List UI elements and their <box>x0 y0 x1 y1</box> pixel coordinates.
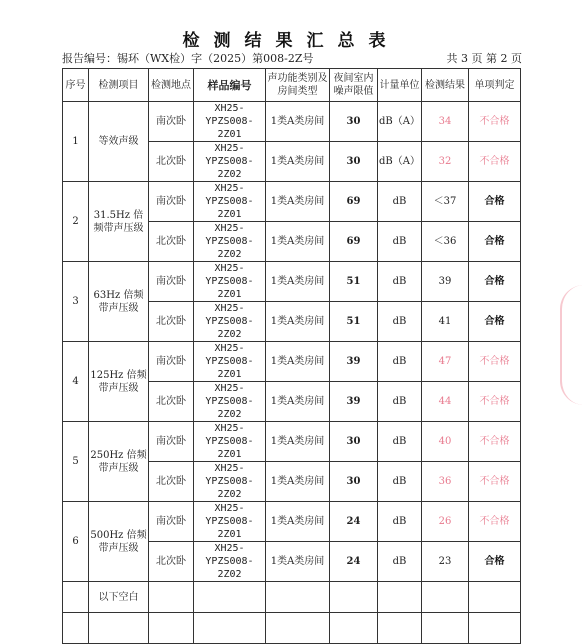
col-header-result: 检测结果 <box>422 69 469 102</box>
row-number: 2 <box>63 182 89 262</box>
room-type: 1类A类房间 <box>266 422 330 462</box>
room-type: 1类A类房间 <box>266 102 330 142</box>
test-location: 南次卧 <box>149 182 194 222</box>
test-result: ＜37 <box>422 182 469 222</box>
sample-number: XH25-YPZS008-2Z02 <box>194 222 266 262</box>
test-item: 125Hz 倍频带声压级 <box>89 342 149 422</box>
test-location: 北次卧 <box>149 142 194 182</box>
test-location: 南次卧 <box>149 342 194 382</box>
test-result: 36 <box>422 462 469 502</box>
test-result: 39 <box>422 262 469 302</box>
table-row <box>63 502 521 542</box>
blank-row <box>63 582 521 613</box>
test-result: 47 <box>422 342 469 382</box>
sample-number: XH25-YPZS008-2Z01 <box>194 422 266 462</box>
verdict: 不合格 <box>469 342 521 382</box>
header-row <box>63 69 521 102</box>
verdict: 不合格 <box>469 462 521 502</box>
table-row <box>63 422 521 462</box>
noise-limit: 30 <box>330 462 378 502</box>
test-location: 北次卧 <box>149 222 194 262</box>
test-result: 26 <box>422 502 469 542</box>
sample-number: XH25-YPZS008-2Z02 <box>194 462 266 502</box>
room-type: 1类A类房间 <box>266 302 330 342</box>
unit: dB <box>378 342 422 382</box>
sample-number: XH25-YPZS008-2Z01 <box>194 502 266 542</box>
verdict: 不合格 <box>469 502 521 542</box>
test-result: 34 <box>422 102 469 142</box>
sample-number: XH25-YPZS008-2Z02 <box>194 302 266 342</box>
unit: dB <box>378 182 422 222</box>
verdict: 合格 <box>469 222 521 262</box>
verdict: 不合格 <box>469 102 521 142</box>
col-header-unit: 计量单位 <box>378 69 422 102</box>
room-type: 1类A类房间 <box>266 142 330 182</box>
row-number: 3 <box>63 262 89 342</box>
test-location: 北次卧 <box>149 382 194 422</box>
col-header-room: 声功能类别及房间类型 <box>266 69 330 102</box>
test-item: 等效声级 <box>89 102 149 182</box>
seal-stamp-fragment <box>560 285 582 405</box>
unit: dB（A） <box>378 142 422 182</box>
sample-number: XH25-YPZS008-2Z02 <box>194 142 266 182</box>
test-item: 63Hz 倍频带声压级 <box>89 262 149 342</box>
row-number: 5 <box>63 422 89 502</box>
test-result: 40 <box>422 422 469 462</box>
verdict: 不合格 <box>469 142 521 182</box>
sample-number: XH25-YPZS008-2Z01 <box>194 342 266 382</box>
verdict: 合格 <box>469 302 521 342</box>
test-result: 41 <box>422 302 469 342</box>
verdict: 合格 <box>469 262 521 302</box>
unit: dB（A） <box>378 102 422 142</box>
noise-limit: 30 <box>330 142 378 182</box>
room-type: 1类A类房间 <box>266 262 330 302</box>
results-table <box>62 68 521 644</box>
test-location: 北次卧 <box>149 542 194 582</box>
noise-limit: 39 <box>330 382 378 422</box>
verdict: 合格 <box>469 182 521 222</box>
test-location: 北次卧 <box>149 462 194 502</box>
unit: dB <box>378 422 422 462</box>
test-result: 44 <box>422 382 469 422</box>
sample-number: XH25-YPZS008-2Z02 <box>194 542 266 582</box>
noise-limit: 30 <box>330 422 378 462</box>
blank-note: 以下空白 <box>89 582 149 613</box>
verdict: 不合格 <box>469 422 521 462</box>
unit: dB <box>378 262 422 302</box>
room-type: 1类A类房间 <box>266 342 330 382</box>
report-number: 报告编号：锡环（WX检）字（2025）第008-2Z号 <box>62 52 314 65</box>
test-item: 250Hz 倍频带声压级 <box>89 422 149 502</box>
col-header-location: 检测地点 <box>149 69 194 102</box>
test-result: 32 <box>422 142 469 182</box>
unit: dB <box>378 302 422 342</box>
noise-limit: 24 <box>330 502 378 542</box>
noise-limit: 30 <box>330 102 378 142</box>
test-result: 23 <box>422 542 469 582</box>
verdict: 不合格 <box>469 382 521 422</box>
unit: dB <box>378 462 422 502</box>
col-header-item: 检测项目 <box>89 69 149 102</box>
sample-number: XH25-YPZS008-2Z01 <box>194 262 266 302</box>
page-info: 共 3 页 第 2 页 <box>446 52 522 65</box>
col-header-verdict: 单项判定 <box>469 69 521 102</box>
col-header-sample: 样品编号 <box>194 69 266 102</box>
room-type: 1类A类房间 <box>266 542 330 582</box>
test-item: 500Hz 倍频带声压级 <box>89 502 149 582</box>
room-type: 1类A类房间 <box>266 382 330 422</box>
room-type: 1类A类房间 <box>266 462 330 502</box>
sample-number: XH25-YPZS008-2Z02 <box>194 382 266 422</box>
col-header-no: 序号 <box>63 69 89 102</box>
sample-number: XH25-YPZS008-2Z01 <box>194 102 266 142</box>
test-location: 南次卧 <box>149 422 194 462</box>
noise-limit: 51 <box>330 262 378 302</box>
row-number: 1 <box>63 102 89 182</box>
room-type: 1类A类房间 <box>266 222 330 262</box>
unit: dB <box>378 502 422 542</box>
noise-limit: 69 <box>330 222 378 262</box>
row-number: 6 <box>63 502 89 582</box>
table-row <box>63 342 521 382</box>
test-location: 南次卧 <box>149 262 194 302</box>
noise-limit: 24 <box>330 542 378 582</box>
test-location: 南次卧 <box>149 102 194 142</box>
verdict: 合格 <box>469 542 521 582</box>
table-row <box>63 182 521 222</box>
blank-row <box>63 613 521 644</box>
noise-limit: 51 <box>330 302 378 342</box>
noise-limit: 39 <box>330 342 378 382</box>
report-title: 检测结果汇总表 <box>182 31 400 51</box>
test-item: 31.5Hz 倍频带声压级 <box>89 182 149 262</box>
table-row <box>63 102 521 142</box>
unit: dB <box>378 382 422 422</box>
room-type: 1类A类房间 <box>266 182 330 222</box>
unit: dB <box>378 222 422 262</box>
table-row <box>63 262 521 302</box>
row-number: 4 <box>63 342 89 422</box>
unit: dB <box>378 542 422 582</box>
test-location: 北次卧 <box>149 302 194 342</box>
col-header-limit: 夜间室内噪声限值 <box>330 69 378 102</box>
sample-number: XH25-YPZS008-2Z01 <box>194 182 266 222</box>
noise-limit: 69 <box>330 182 378 222</box>
test-result: ＜36 <box>422 222 469 262</box>
test-location: 南次卧 <box>149 502 194 542</box>
room-type: 1类A类房间 <box>266 502 330 542</box>
